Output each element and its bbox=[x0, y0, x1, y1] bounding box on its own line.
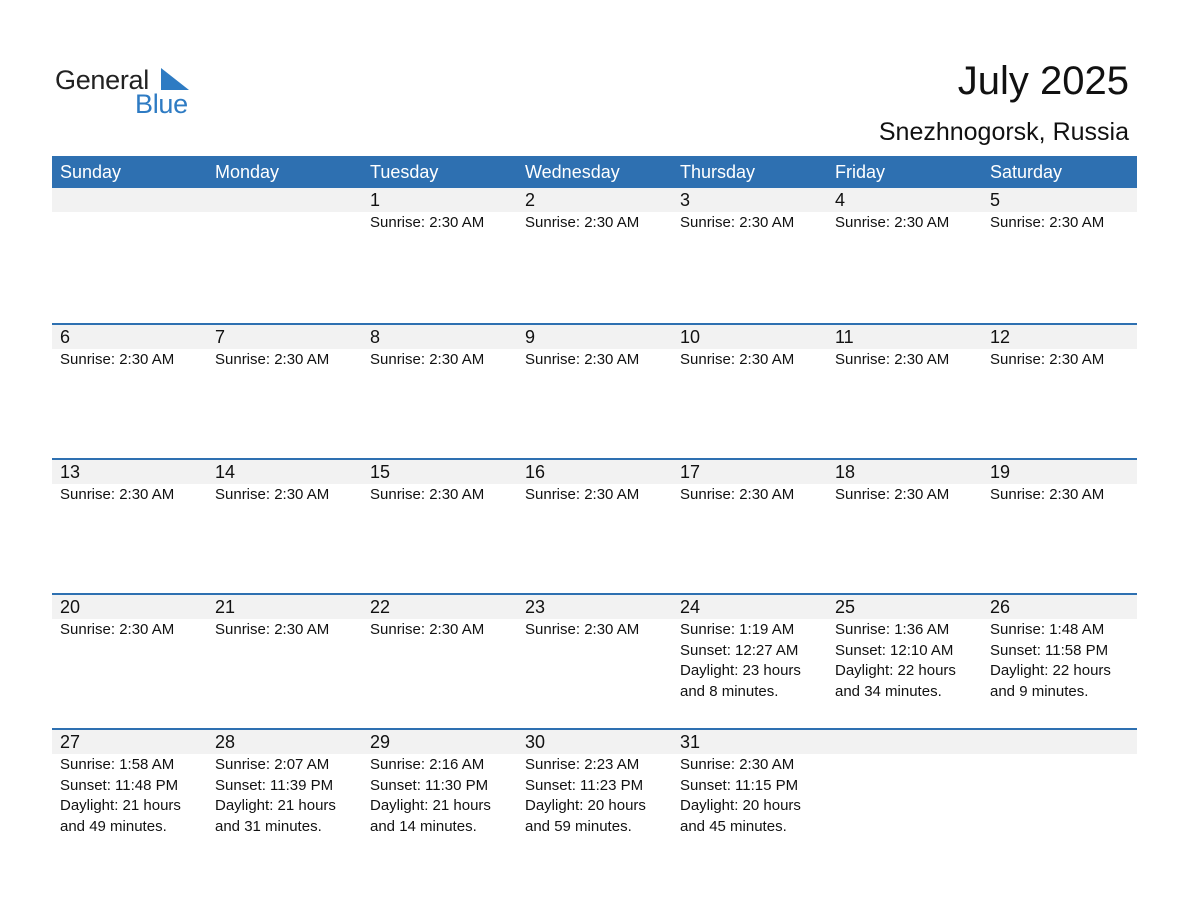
day-number: 1 bbox=[370, 190, 381, 210]
sun-info-line: Sunrise: 2:30 AM bbox=[215, 351, 330, 368]
logo-text-general: General bbox=[55, 65, 149, 95]
sun-info-line: Sunset: 11:58 PM bbox=[990, 641, 1109, 659]
day-cell-9 bbox=[517, 325, 672, 371]
day-cell-22 bbox=[362, 595, 517, 702]
sun-info-line: Sunrise: 1:19 AM bbox=[680, 621, 795, 638]
day-number bbox=[215, 188, 362, 212]
sun-info-line: Sunset: 11:39 PM bbox=[215, 776, 334, 794]
day-number: 5 bbox=[990, 190, 1001, 210]
day-sun-info bbox=[990, 212, 1137, 234]
day-cell-23 bbox=[517, 595, 672, 702]
day-cell-15 bbox=[362, 460, 517, 506]
day-sun-info bbox=[60, 754, 207, 837]
day-number: 7 bbox=[215, 327, 226, 347]
day-sun-info bbox=[370, 754, 517, 837]
sun-info-line: Sunrise: 2:30 AM bbox=[680, 756, 795, 773]
day-sun-info bbox=[60, 484, 207, 506]
sun-info-line: Sunrise: 2:30 AM bbox=[990, 214, 1105, 231]
day-sun-info bbox=[680, 754, 827, 837]
day-cell-11 bbox=[827, 325, 982, 371]
day-sun-info bbox=[680, 212, 827, 234]
day-sun-info bbox=[835, 212, 982, 234]
day-number: 22 bbox=[370, 597, 391, 617]
day-sun-info bbox=[525, 484, 672, 506]
day-number: 25 bbox=[835, 597, 856, 617]
sun-info-line: and 49 minutes. bbox=[60, 817, 167, 835]
sun-info-line: Sunrise: 2:30 AM bbox=[215, 486, 330, 503]
day-cell-24 bbox=[672, 595, 827, 702]
day-number: 13 bbox=[60, 462, 81, 482]
day-number: 16 bbox=[525, 462, 546, 482]
sun-info-line: and 34 minutes. bbox=[835, 682, 942, 700]
sun-info-line: Sunrise: 2:30 AM bbox=[525, 214, 640, 231]
sun-info-line: Sunrise: 2:30 AM bbox=[525, 351, 640, 368]
day-number: 17 bbox=[680, 462, 701, 482]
day-cell-5 bbox=[982, 188, 1137, 234]
day-number: 30 bbox=[525, 732, 546, 752]
day-number: 24 bbox=[680, 597, 701, 617]
sun-info-line: Sunset: 11:15 PM bbox=[680, 776, 799, 794]
day-number: 26 bbox=[990, 597, 1011, 617]
sun-info-line: Sunset: 11:48 PM bbox=[60, 776, 179, 794]
day-number: 18 bbox=[835, 462, 856, 482]
sun-info-line: Sunrise: 2:30 AM bbox=[990, 351, 1105, 368]
sun-info-line: Sunrise: 2:30 AM bbox=[370, 621, 485, 638]
sun-info-line: Sunrise: 1:48 AM bbox=[990, 621, 1105, 638]
day-sun-info bbox=[525, 619, 672, 641]
sun-info-line: Daylight: 23 hours bbox=[680, 662, 801, 679]
sun-info-line: Sunset: 12:27 AM bbox=[680, 641, 799, 659]
weekday-header-friday: Friday bbox=[835, 162, 886, 182]
day-number: 10 bbox=[680, 327, 701, 347]
day-sun-info bbox=[215, 484, 362, 506]
sun-info-line: Daylight: 20 hours bbox=[680, 797, 801, 814]
day-number: 23 bbox=[525, 597, 546, 617]
day-cell-7 bbox=[207, 325, 362, 371]
day-number: 28 bbox=[215, 732, 236, 752]
day-cell-17 bbox=[672, 460, 827, 506]
day-number: 19 bbox=[990, 462, 1011, 482]
sun-info-line: Daylight: 22 hours bbox=[990, 662, 1111, 679]
day-sun-info bbox=[215, 349, 362, 371]
day-sun-info bbox=[525, 349, 672, 371]
sun-info-line: and 14 minutes. bbox=[370, 817, 477, 835]
day-number: 2 bbox=[525, 190, 536, 210]
sun-info-line: Daylight: 21 hours bbox=[60, 797, 181, 814]
day-sun-info bbox=[370, 619, 517, 641]
day-sun-info bbox=[370, 349, 517, 371]
day-sun-info bbox=[525, 754, 672, 837]
day-cell-21 bbox=[207, 595, 362, 702]
sun-info-line: Sunrise: 1:58 AM bbox=[60, 756, 175, 773]
weekday-header-saturday: Saturday bbox=[990, 162, 1063, 182]
sun-info-line: Sunrise: 2:30 AM bbox=[680, 486, 795, 503]
sun-info-line: Sunset: 12:10 AM bbox=[835, 641, 954, 659]
day-sun-info bbox=[835, 619, 982, 702]
day-cell-20 bbox=[52, 595, 207, 702]
day-cell-empty bbox=[207, 188, 362, 234]
week-days bbox=[52, 460, 1137, 506]
day-sun-info bbox=[680, 349, 827, 371]
day-cell-14 bbox=[207, 460, 362, 506]
sun-info-line: and 31 minutes. bbox=[215, 817, 322, 835]
sun-info-line: Sunrise: 2:30 AM bbox=[680, 351, 795, 368]
day-sun-info bbox=[835, 484, 982, 506]
week-row bbox=[52, 458, 1137, 593]
weekday-header-wednesday: Wednesday bbox=[525, 162, 620, 182]
day-cell-12 bbox=[982, 325, 1137, 371]
sun-info-line: and 59 minutes. bbox=[525, 817, 632, 835]
week-days bbox=[52, 595, 1137, 702]
day-number bbox=[835, 730, 982, 754]
sun-info-line: Sunrise: 2:30 AM bbox=[835, 351, 950, 368]
sun-info-line: Daylight: 20 hours bbox=[525, 797, 646, 814]
day-cell-1 bbox=[362, 188, 517, 234]
day-cell-2 bbox=[517, 188, 672, 234]
weekday-header-row bbox=[52, 156, 1137, 188]
day-sun-info bbox=[990, 754, 1137, 755]
day-cell-empty bbox=[982, 730, 1137, 837]
day-sun-info bbox=[680, 484, 827, 506]
day-sun-info bbox=[60, 212, 207, 213]
calendar-weeks bbox=[52, 188, 1137, 863]
day-sun-info bbox=[680, 619, 827, 702]
sun-info-line: Sunrise: 2:16 AM bbox=[370, 756, 485, 773]
week-row bbox=[52, 323, 1137, 458]
day-cell-28 bbox=[207, 730, 362, 837]
sun-info-line: Sunrise: 2:23 AM bbox=[525, 756, 640, 773]
day-sun-info bbox=[60, 349, 207, 371]
day-sun-info bbox=[215, 212, 362, 213]
location-subtitle: Snezhnogorsk, Russia bbox=[878, 118, 1129, 146]
sun-info-line: Sunrise: 2:30 AM bbox=[835, 486, 950, 503]
sun-info-line: Sunrise: 2:30 AM bbox=[990, 486, 1105, 503]
generalblue-logo bbox=[55, 64, 205, 120]
sun-info-line: and 9 minutes. bbox=[990, 682, 1089, 700]
day-cell-31 bbox=[672, 730, 827, 837]
sun-info-line: Sunrise: 2:30 AM bbox=[60, 621, 175, 638]
day-number: 31 bbox=[680, 732, 701, 752]
day-sun-info bbox=[990, 349, 1137, 371]
day-cell-19 bbox=[982, 460, 1137, 506]
week-days bbox=[52, 188, 1137, 234]
sun-info-line: Sunrise: 1:36 AM bbox=[835, 621, 950, 638]
day-number: 9 bbox=[525, 327, 536, 347]
day-number: 6 bbox=[60, 327, 71, 347]
sun-info-line: Sunrise: 2:30 AM bbox=[370, 351, 485, 368]
day-cell-13 bbox=[52, 460, 207, 506]
day-number: 20 bbox=[60, 597, 81, 617]
sun-info-line: Daylight: 21 hours bbox=[215, 797, 336, 814]
day-cell-16 bbox=[517, 460, 672, 506]
day-sun-info bbox=[835, 754, 982, 755]
week-row bbox=[52, 593, 1137, 728]
day-sun-info bbox=[835, 349, 982, 371]
day-number: 27 bbox=[60, 732, 81, 752]
day-sun-info bbox=[370, 484, 517, 506]
day-cell-29 bbox=[362, 730, 517, 837]
sun-info-line: Sunrise: 2:30 AM bbox=[370, 486, 485, 503]
sun-info-line: Sunrise: 2:30 AM bbox=[215, 621, 330, 638]
sun-info-line: and 8 minutes. bbox=[680, 682, 779, 700]
sun-info-line: Sunrise: 2:30 AM bbox=[835, 214, 950, 231]
day-sun-info bbox=[525, 212, 672, 234]
sun-info-line: Sunrise: 2:30 AM bbox=[525, 621, 640, 638]
logo-text-blue: Blue bbox=[135, 89, 188, 119]
week-days bbox=[52, 325, 1137, 371]
sun-info-line: Sunrise: 2:07 AM bbox=[215, 756, 330, 773]
day-sun-info bbox=[215, 619, 362, 641]
day-number bbox=[990, 730, 1137, 754]
day-cell-3 bbox=[672, 188, 827, 234]
day-cell-4 bbox=[827, 188, 982, 234]
day-number: 14 bbox=[215, 462, 236, 482]
day-number: 8 bbox=[370, 327, 381, 347]
weekday-header-monday: Monday bbox=[215, 162, 280, 182]
weekday-header-tuesday: Tuesday bbox=[370, 162, 439, 182]
sun-info-line: Sunset: 11:30 PM bbox=[370, 776, 489, 794]
day-sun-info bbox=[990, 619, 1137, 702]
weekday-header-thursday: Thursday bbox=[680, 162, 756, 182]
weekday-header-sunday: Sunday bbox=[60, 162, 122, 182]
day-cell-18 bbox=[827, 460, 982, 506]
day-sun-info bbox=[60, 619, 207, 641]
day-number: 4 bbox=[835, 190, 846, 210]
sun-info-line: Sunrise: 2:30 AM bbox=[370, 214, 485, 231]
day-number bbox=[60, 188, 207, 212]
calendar-grid bbox=[52, 156, 1137, 863]
day-cell-27 bbox=[52, 730, 207, 837]
day-number: 29 bbox=[370, 732, 391, 752]
sun-info-line: Daylight: 22 hours bbox=[835, 662, 956, 679]
sun-info-line: Sunrise: 2:30 AM bbox=[680, 214, 795, 231]
sun-info-line: and 45 minutes. bbox=[680, 817, 787, 835]
week-row bbox=[52, 188, 1137, 323]
day-sun-info bbox=[370, 212, 517, 234]
day-cell-empty bbox=[52, 188, 207, 234]
page-title: July 2025 bbox=[957, 59, 1129, 103]
day-cell-empty bbox=[827, 730, 982, 837]
day-cell-8 bbox=[362, 325, 517, 371]
sun-info-line: Daylight: 21 hours bbox=[370, 797, 491, 814]
day-number: 3 bbox=[680, 190, 691, 210]
day-sun-info bbox=[990, 484, 1137, 506]
day-number: 11 bbox=[835, 327, 854, 347]
day-cell-26 bbox=[982, 595, 1137, 702]
day-sun-info bbox=[215, 754, 362, 837]
week-days bbox=[52, 730, 1137, 837]
week-row bbox=[52, 728, 1137, 863]
day-cell-30 bbox=[517, 730, 672, 837]
day-number: 12 bbox=[990, 327, 1011, 347]
day-cell-10 bbox=[672, 325, 827, 371]
sun-info-line: Sunrise: 2:30 AM bbox=[60, 486, 175, 503]
sun-info-line: Sunrise: 2:30 AM bbox=[525, 486, 640, 503]
day-cell-6 bbox=[52, 325, 207, 371]
day-number: 15 bbox=[370, 462, 391, 482]
day-cell-25 bbox=[827, 595, 982, 702]
sun-info-line: Sunrise: 2:30 AM bbox=[60, 351, 175, 368]
day-number: 21 bbox=[215, 597, 236, 617]
sun-info-line: Sunset: 11:23 PM bbox=[525, 776, 644, 794]
